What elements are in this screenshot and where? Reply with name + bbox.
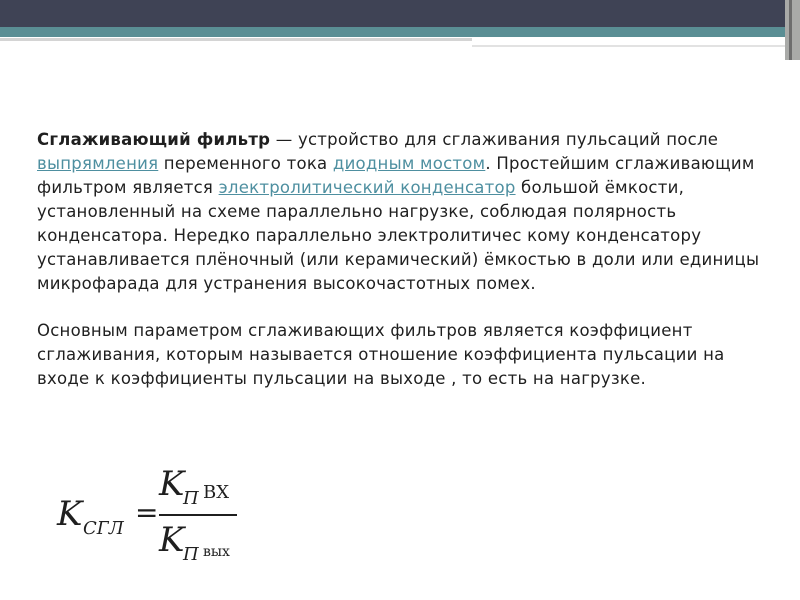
paragraph-definition (37, 128, 777, 296)
smoothing-coefficient-formula (55, 464, 275, 568)
term-bold: Сглаживающий фильтр (37, 130, 271, 149)
formula-lhs-symbol: K (57, 494, 83, 534)
formula-numerator-symbol: K (159, 464, 185, 504)
right-edge-stripe (785, 0, 800, 60)
formula-numerator-subscript-italic: П (183, 488, 199, 509)
formula-numerator-subscript: ВХ (203, 482, 230, 503)
formula-equals: = (135, 496, 159, 529)
link-rectification[interactable]: выпрямления (37, 154, 159, 173)
paragraph-parameter: Основным параметром сглаживающих фильтров является коэффициент сглаживания, которым называется отношение коэффициента пульсации на входе к коэффициенты пульсации на выходе , то есть на нагрузке. (37, 321, 725, 388)
formula-fraction-bar (159, 514, 237, 516)
text-segment: . Простейшим сглаживающим фильтром является (37, 154, 755, 197)
header-divider-line (0, 38, 472, 41)
link-diode-bridge[interactable]: диодным мостом (332, 154, 486, 173)
formula-lhs-subscript: СГЛ (83, 518, 124, 539)
text-segment: большой ёмкости, установленный на схеме параллельно нагрузке, соблюдая полярность конденсатора. Нередко параллельно электролитичес кому конденсатору устанавливается плёночный (или керамический) ёмкостью в доли или единицы микрофарада для устранения высокочастотных помех. (37, 178, 760, 293)
slide-body (37, 128, 777, 391)
formula-denominator-subscript: вых (203, 544, 230, 560)
text-segment: переменного тока (158, 154, 333, 173)
header-bar (0, 0, 800, 27)
link-electrolytic-capacitor[interactable]: электролитический конденсатор (218, 178, 516, 197)
header-accent-band (0, 27, 800, 37)
header-divider-line-secondary (472, 45, 800, 47)
text-segment: — устройство для сглаживания пульсаций после (270, 130, 719, 149)
formula-denominator-subscript-italic: П (183, 544, 199, 565)
formula-denominator-symbol: K (159, 520, 185, 560)
